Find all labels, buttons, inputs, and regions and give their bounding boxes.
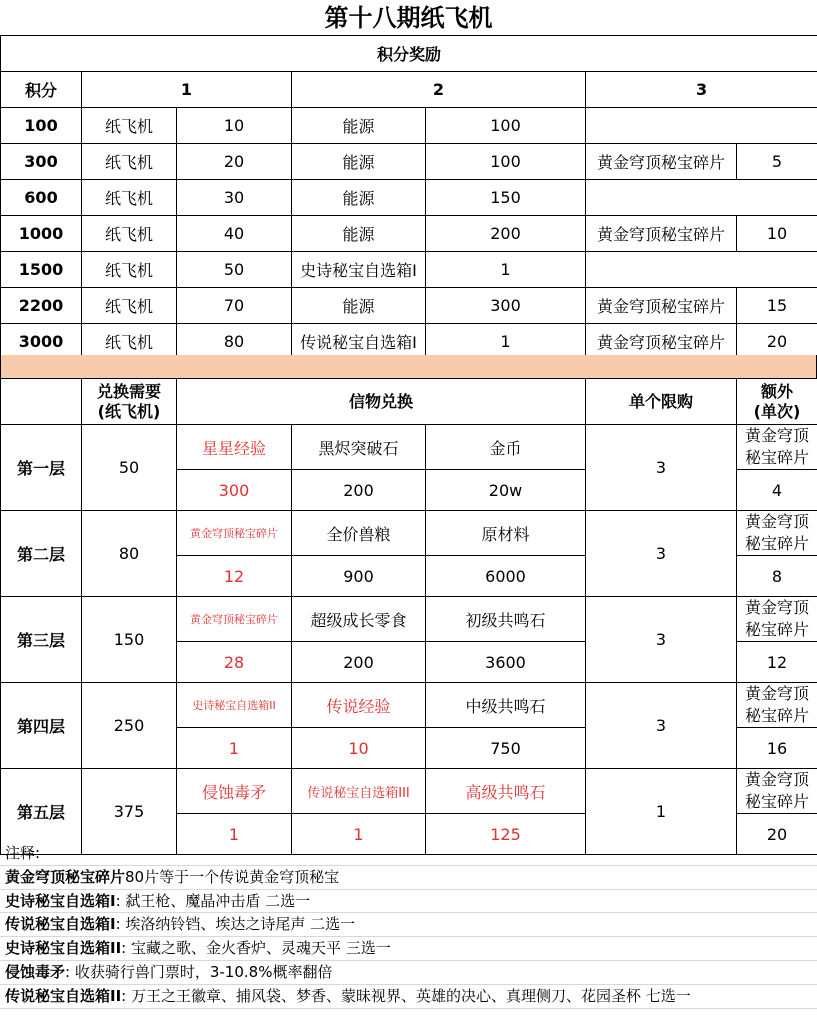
- cost-header-line2: (纸飞机): [97, 401, 161, 421]
- extra-header-line2: (单次): [753, 401, 801, 421]
- reward-qty-1: 30: [177, 180, 292, 216]
- tier-qty-3: 20w: [426, 470, 586, 511]
- extra-item-line1: 黄金穹顶: [744, 770, 809, 789]
- tier-qty-2: 900: [292, 556, 426, 597]
- tier-item-1: 星星经验: [177, 425, 292, 470]
- tier-extra-item: [737, 597, 817, 642]
- reward-qty-1: 70: [177, 288, 292, 324]
- reward-item-1: 纸飞机: [82, 252, 177, 288]
- reward-col-header-2: 2: [292, 72, 586, 108]
- tier-extra-qty: 8: [737, 556, 817, 597]
- note-line: [0, 937, 817, 961]
- reward-section-title: 积分奖励: [1, 36, 817, 72]
- reward-qty-1: 50: [177, 252, 292, 288]
- note-text: : 弑王枪、魔晶冲击盾 二选一: [115, 891, 311, 910]
- note-term: 黄金穹顶秘宝碎片: [5, 867, 126, 886]
- extra-item-line2: 秘宝碎片: [744, 792, 809, 811]
- extra-item-line1: 黄金穹顶: [744, 512, 809, 531]
- note-term: 传说秘宝自选箱I: [5, 915, 116, 934]
- tier-item-2: 超级成长零食: [292, 597, 426, 642]
- tier-qty-2: 1: [292, 814, 426, 855]
- note-text: : 宝藏之歌、金火香炉、灵魂天平 三选一: [121, 939, 391, 958]
- reward-qty-1: 80: [177, 324, 292, 360]
- tier-item-3: 高级共鸣石: [426, 769, 586, 814]
- tier-item-2: 全价兽粮: [292, 511, 426, 556]
- reward-col-header-3: 3: [586, 72, 817, 108]
- reward-item-1: 纸飞机: [82, 180, 177, 216]
- points-value: 1500: [1, 252, 82, 288]
- page-title: 第十八期纸飞机: [324, 4, 493, 32]
- points-header: 积分: [1, 72, 82, 108]
- reward-row: [1, 180, 817, 216]
- points-value: 2200: [1, 288, 82, 324]
- tier-level: 第一层: [1, 425, 82, 511]
- reward-qty-3: 15: [737, 288, 817, 324]
- tier-item-3: 初级共鸣石: [426, 597, 586, 642]
- cost-header: [82, 379, 177, 425]
- reward-col-header-1: 1: [82, 72, 292, 108]
- tier-level: 第三层: [1, 597, 82, 683]
- tier-qty-1: 300: [177, 470, 292, 511]
- reward-item-1: 纸飞机: [82, 144, 177, 180]
- notes-section: [0, 842, 817, 1009]
- reward-qty-3: 20: [737, 324, 817, 360]
- reward-item-2: 能源: [292, 108, 426, 144]
- points-value: 1000: [1, 216, 82, 252]
- tier-extra-qty: 16: [737, 728, 817, 769]
- reward-item-3: 黄金穹顶秘宝碎片: [586, 288, 737, 324]
- reward-item-3: 黄金穹顶秘宝碎片: [586, 216, 737, 252]
- note-term: 史诗秘宝自选箱I: [5, 891, 116, 910]
- extra-item-line2: 秘宝碎片: [744, 534, 809, 553]
- tier-item-row: [1, 511, 817, 556]
- tier-qty-3: 6000: [426, 556, 586, 597]
- level-header-empty: [1, 379, 82, 425]
- note-term: 传说秘宝自选箱II: [5, 986, 122, 1005]
- tier-item-1: 侵蚀毒矛: [177, 769, 292, 814]
- note-term: 侵蚀毒矛: [5, 962, 66, 981]
- reward-qty-3: 5: [737, 144, 817, 180]
- note-line: [0, 961, 817, 985]
- reward-empty-3: [586, 180, 817, 216]
- tier-qty-1: 1: [177, 728, 292, 769]
- tier-item-2: 传说秘宝自选箱III: [292, 769, 426, 814]
- reward-item-3: 黄金穹顶秘宝碎片: [586, 144, 737, 180]
- reward-item-2: 传说秘宝自选箱I: [292, 324, 426, 360]
- reward-qty-2: 1: [426, 252, 586, 288]
- note-text: 80片等于一个传说黄金穹顶秘宝: [125, 867, 340, 886]
- tier-extra-item: [737, 683, 817, 728]
- tier-cost: 150: [82, 597, 177, 683]
- tier-item-row: [1, 769, 817, 814]
- tier-cost: 80: [82, 511, 177, 597]
- tier-item-1: 黄金穹顶秘宝碎片: [177, 511, 292, 556]
- tier-qty-3: 125: [426, 814, 586, 855]
- tier-qty-3: 3600: [426, 642, 586, 683]
- reward-qty-2: 200: [426, 216, 586, 252]
- tier-item-2: 传说经验: [292, 683, 426, 728]
- tier-qty-2: 10: [292, 728, 426, 769]
- tier-item-row: [1, 425, 817, 470]
- reward-qty-1: 20: [177, 144, 292, 180]
- points-value: 600: [1, 180, 82, 216]
- tier-extra-qty: 12: [737, 642, 817, 683]
- tier-limit: 3: [586, 425, 737, 511]
- extra-item-line2: 秘宝碎片: [744, 706, 809, 725]
- tier-limit: 3: [586, 511, 737, 597]
- reward-qty-2: 100: [426, 108, 586, 144]
- points-reward-table: [0, 35, 817, 360]
- extra-header-line1: 额外: [760, 381, 793, 401]
- reward-item-3: 黄金穹顶秘宝碎片: [586, 324, 737, 360]
- tier-level: 第五层: [1, 769, 82, 855]
- note-text: : 埃洛纳铃铛、埃达之诗尾声 二选一: [115, 915, 356, 934]
- reward-row: [1, 144, 817, 180]
- reward-qty-2: 100: [426, 144, 586, 180]
- tier-limit: 1: [586, 769, 737, 855]
- reward-qty-3: 10: [737, 216, 817, 252]
- exchange-header-row: [1, 379, 817, 425]
- tier-extra-item: [737, 769, 817, 814]
- tier-item-2: 黑烬突破石: [292, 425, 426, 470]
- note-text: : 收获骑行兽门票时，3-10.8%概率翻倍: [65, 962, 333, 981]
- notes-header: 注释:: [0, 842, 817, 866]
- reward-item-1: 纸飞机: [82, 288, 177, 324]
- tier-item-row: [1, 597, 817, 642]
- reward-qty-2: 300: [426, 288, 586, 324]
- tier-item-row: [1, 683, 817, 728]
- cost-header-line1: 兑换需要: [96, 381, 161, 401]
- tier-cost: 375: [82, 769, 177, 855]
- separator-band: [0, 355, 817, 378]
- reward-qty-1: 40: [177, 216, 292, 252]
- reward-item-2: 能源: [292, 144, 426, 180]
- extra-item-line2: 秘宝碎片: [744, 448, 809, 467]
- reward-item-2: 史诗秘宝自选箱I: [292, 252, 426, 288]
- reward-row: [1, 216, 817, 252]
- limit-header: 单个限购: [586, 379, 737, 425]
- reward-column-header-row: [1, 72, 817, 108]
- tier-qty-2: 200: [292, 470, 426, 511]
- reward-empty-3: [586, 108, 817, 144]
- tier-item-1: 黄金穹顶秘宝碎片: [177, 597, 292, 642]
- reward-item-2: 能源: [292, 180, 426, 216]
- tier-cost: 250: [82, 683, 177, 769]
- tier-limit: 3: [586, 597, 737, 683]
- tier-item-3: 原材料: [426, 511, 586, 556]
- reward-item-2: 能源: [292, 288, 426, 324]
- extra-item-line1: 黄金穹顶: [744, 684, 809, 703]
- tier-level: 第四层: [1, 683, 82, 769]
- points-value: 3000: [1, 324, 82, 360]
- note-line: [0, 913, 817, 937]
- tier-extra-qty: 4: [737, 470, 817, 511]
- points-value: 100: [1, 108, 82, 144]
- reward-row: [1, 108, 817, 144]
- tier-qty-1: 12: [177, 556, 292, 597]
- extra-item-line2: 秘宝碎片: [744, 620, 809, 639]
- reward-item-1: 纸飞机: [82, 324, 177, 360]
- tier-item-3: 中级共鸣石: [426, 683, 586, 728]
- note-text: : 万王之王徽章、捕风袋、梦香、蒙昧视界、英雄的决心、真理侧刀、花园圣杯 七选一: [121, 986, 691, 1005]
- reward-row: [1, 288, 817, 324]
- exchange-table: [0, 378, 817, 855]
- reward-item-2: 能源: [292, 216, 426, 252]
- extra-item-line1: 黄金穹顶: [744, 426, 809, 445]
- tier-level: 第二层: [1, 511, 82, 597]
- reward-item-1: 纸飞机: [82, 108, 177, 144]
- tier-item-3: 金币: [426, 425, 586, 470]
- tier-limit: 3: [586, 683, 737, 769]
- note-term: 史诗秘宝自选箱II: [5, 939, 122, 958]
- note-line: [0, 890, 817, 914]
- extra-item-line1: 黄金穹顶: [744, 598, 809, 617]
- reward-row: [1, 252, 817, 288]
- items-header: 信物兑换: [177, 379, 586, 425]
- tier-item-1: 史诗秘宝自选箱II: [177, 683, 292, 728]
- tier-qty-2: 200: [292, 642, 426, 683]
- reward-qty-1: 10: [177, 108, 292, 144]
- tier-qty-1: 28: [177, 642, 292, 683]
- tier-extra-item: [737, 511, 817, 556]
- reward-empty-3: [586, 252, 817, 288]
- note-line: [0, 985, 817, 1009]
- reward-qty-2: 150: [426, 180, 586, 216]
- tier-extra-item: [737, 425, 817, 470]
- tier-qty-1: 1: [177, 814, 292, 855]
- tier-cost: 50: [82, 425, 177, 511]
- points-value: 300: [1, 144, 82, 180]
- tier-qty-3: 750: [426, 728, 586, 769]
- reward-qty-2: 1: [426, 324, 586, 360]
- reward-item-1: 纸飞机: [82, 216, 177, 252]
- extra-header: [737, 379, 817, 425]
- tier-extra-qty: 20: [737, 814, 817, 855]
- reward-section-header-row: [1, 36, 817, 72]
- note-line: [0, 866, 817, 890]
